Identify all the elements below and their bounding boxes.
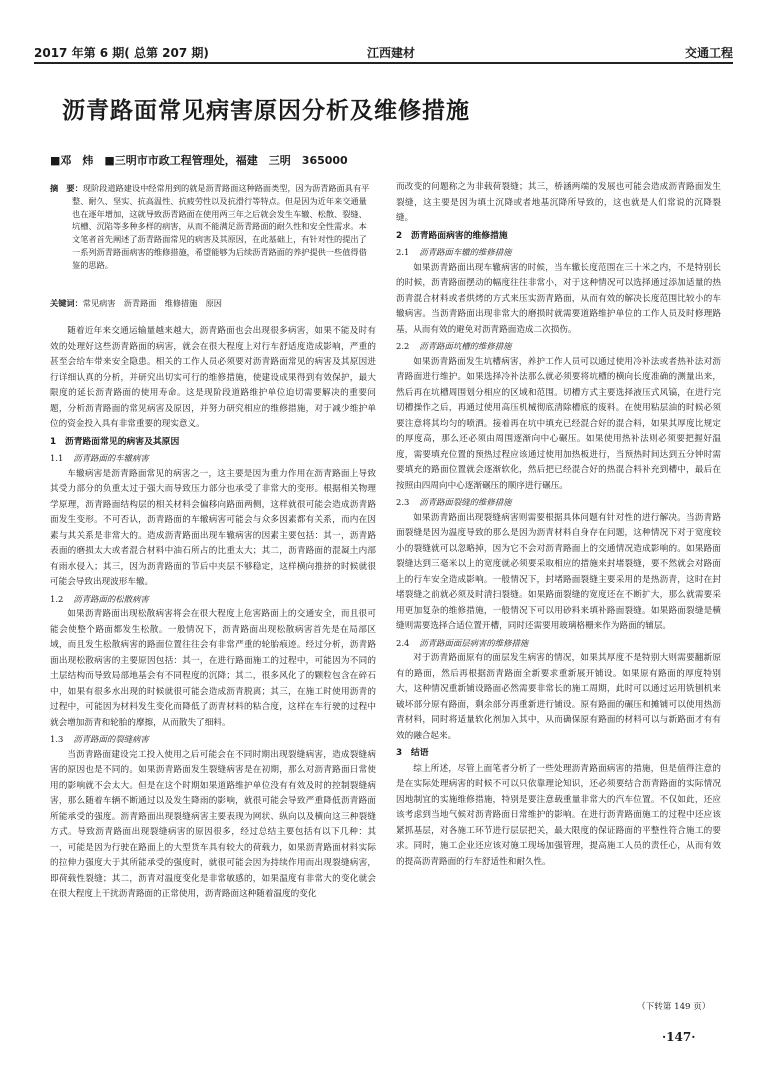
subsection-number: 1.2 [50,593,64,604]
subsection-heading [50,732,376,748]
subsection-title: 沥青路面坑槽的维修措施 [419,341,512,351]
body-paragraph: 综上所述，尽管上面笔者分析了一些处理沥青路面病害的措施，但是值得注意的是在实际处理病害的时候不可以只依靠理论知识，还必须要结合沥青路面的实际情况因地制宜的实施维修措施，特别是要注意载重量非常大的汽车位置。不仅如此，还应该考虑到当地气候对沥青路面日常维护的影响。在进行沥青路面施工的过程中还应该紧抓基层，对各施工环节进行层层把关，最大限度的保证路面的平整性符合施工的要求。同时，施工企业还应该对施工现场加强管理，提高施工人员的责任心，从而有效的提高沥青路面的行车舒适性和耐久性。 [396,763,721,867]
author-byline: ■邓 炜 ■三明市市政工程管理处，福建 三明 365000 [50,154,348,167]
left-column [50,324,376,903]
body-paragraph: 如果沥青路面出现裂缝病害则需要根据具体问题有针对性的进行解决。当沥青路面裂缝是因为温度导致的那么是因为沥青材料自身存在问题，这种情况下对于宽度较小的裂缝就可以忽略掉，因为它不会对沥青路面上的交通情况造成影响的。如果路面裂缝达到三毫米以上的宽度就必须要采取相应的措施来封堵裂缝，要不然就会对路面上的行车安全造成影响。一般情况下，封堵路面裂缝主要采用的是热沥青，这时在封堵裂缝之前就必须及时清扫裂缝。如果路面裂缝的宽度还在不断扩大，那么就需要采用更加复杂的维修措施，一般情况下可以用砂料来填补路面裂缝。如果路面裂缝是横缝则需要选择合适位置开槽，同时还需要用玻璃格栅来作为路面的辅层。 [396,512,721,631]
subsection-heading [396,495,721,511]
subsection-heading [50,592,376,608]
abstract-text: 现阶段道路建设中经常用到的就是沥青路面这种路面类型，因为沥青路面具有平整、耐久、坚实、抗高温性、抗疲劳性以及抗滑行等特点。但是因为近年来交通量也在逐年增加，这就导致沥青路面在使用两三年之后就会发生车辙、松散、裂缝、坑槽、沉陷等多种多样的病害，从而不能满足沥青路面的耐久性和安全性需求。本文笔者首先阐述了沥青路面常见的病害及其原因，在此基础上，有针对性的提出了一系列沥青路面病害的维修措施，希望能够为后续沥青路面的养护提供一些值得借鉴的思路。 [72,183,370,270]
body-paragraph: 如果沥青路面出现车辙病害的时候，当车辙长度范围在三十米之内，不是特别长的时候，沥青路面摆动的幅度往往非常小，对于这种情况可以选择通过添加适量的热沥青混合材料或者烘烤的方式来压实沥青路面，从而有效的解决长度范围比较小的车辙病害。当沥青路面出现非常大的磨损时就需要道路维护单位的工作人员及时修理路基，从而有效的避免对沥青路面造成二次损伤。 [396,262,721,335]
subsection-heading [396,245,721,261]
subsection-title: 沥青路面的松散病害 [73,593,149,604]
continued-note: （下转第 149 页） [637,1002,711,1012]
article-title: 沥青路面常见病害原因分析及维修措施 [62,98,470,124]
body-paragraph: 如果沥青路面发生坑槽病害，养护工作人员可以通过使用冷补法或者热补法对沥青路面进行维护。如果选择冷补法那么就必须要将坑槽的横向长度准确的测量出来，然后再在坑槽周围划分相应的区域和范围。切槽方式主要选择液压式风镐，在进行完切槽操作之后，再通过使用高压机械彻底清除槽底的废料。在使用粘层油的时候必须要注意将其均匀的喷洒。接着再在坑中填充已经混合好的混合料，如果其厚度比规定的厚度高，那么还必须由周围逐渐向中心碾压。如果使用热补法则必须要把握好温度，需要填充位置的预热过程应该通过使用加热板进行，当预热时间达到五分钟时需要填充的路面位置就会逐渐软化，然后把已经混合好的热混合料补充到槽中，最后在按照由四周向中心逐渐碾压的顺序进行碾压。 [396,356,721,491]
subsection-heading [396,636,721,652]
subsection-title: 沥青路面的裂缝病害 [73,734,149,744]
keywords-label: 关键词： [50,298,83,308]
body-paragraph: 对于沥青路面原有的面层发生病害的情况，如果其厚度不是特别大则需要翻新原有的路面，然后再根据沥青路面全新要求重新展开铺设。如果原有路面的厚度特别大，这种情况重新铺设路面必然需要非常长的施工周期，此时可以通过运用铣刨机来破坏部分原有路面，剩余部分再重新进行铺设。原有路面的碾压和摊铺可以使用热沥青材料，同时将适量软化剂加入其中，从而确保原有路面的材料可以与新路面才有有效的融合起来。 [396,653,721,741]
body-paragraph: 如果沥青路面出现松散病害将会在很大程度上危害路面上的交通安全，而且很可能会使整个路面都发生松散。一般情况下，沥青路面出现松散病害首先是在局部区域，而且发生松散病害的路面位置往往会有非常严重的轮胎痕迹。经过分析，沥青路面出现松散病害的主要原因包括：其一，在进行路面施工的过程中，可能因为不同的土层结构而导致局部地基会有不同程度的沉降；其二，很多风化了的颗粒包含在碎石中，如果有很多水出现的时候就很可能会造成沥青脱离；其三，在施工时使用沥青的过程中，可能因为材料发生变化而降低了沥青材料的粘合度，这样在车行驶的过程中就会增加沥青和轮胎的摩擦，从而散失了细料。 [50,609,376,728]
body-paragraph: 当沥青路面建设完工投入使用之后可能会在不同时期出现裂缝病害，造成裂缝病害的原因也是不同的。如果沥青路面发生裂缝病害是在初期，那么对沥青路面日常使用的影响就不会太大。但是在这个时期如果道路维护单位没有有效及时的控制裂缝病害，那么随着车辆不断通过以及发生降雨的影响，就很可能会导致严重降低沥青路面所能承受的强度。沥青路面出现裂缝病害主要表现为网状、纵向以及横向这三种裂缝方式。导致沥青路面出现裂缝病害的原因很多，经过总结主要包括有以下几种：其一，可能是因为行驶在路面上的大型货车具有较大的荷载力，如果沥青路面材料实际的拉伸力强度大于其所能承受的强度时，就很可能会因为持续作用而出现裂缝病害，即荷载性裂缝；其二，沥青对温度变化是非常敏感的，如果温度有非常大的变化就会在很大程度上干扰沥青路面的正常使用，沥青路面这种随着温度的变化 [50,749,376,899]
page-number: ·147· [662,1030,696,1044]
body-paragraph: 而改变的问题称之为非载荷裂缝；其三，桥涵两端的发展也可能会造成沥青路面发生裂缝，这主要是因为填土沉降或者地基沉降所导致的，这也就是人们常说的沉降裂缝。 [396,182,721,223]
body-paragraph: 随着近年来交通运输量越来越大，沥青路面也会出现很多病害，如果不能及时有效的处理好这些沥青路面的病害，就会在很大程度上对行车舒适度造成影响，严重的甚至会给车带来安全隐患。相关的工作人员必须要对沥青路面常见的病害及其原因进行详细认真的分析，并研究出切实可行的维修措施，使建设成果得到有效保护，最大限度的延长沥青路面的使用寿命。这是现阶段道路维护单位迫切需要解决的重要问题，分析沥青路面的常见病害及原因，并努力研究相应的维修措施，对于减少维护单位的资金投入具有非常重要的现实意义。 [50,326,376,429]
abstract-label: 摘 要： [50,183,83,193]
subsection-title: 沥青路面车辙的维修措施 [419,247,512,257]
body-paragraph: 车辙病害是沥青路面常见的病害之一，这主要是因为重力作用在沥青路面上导致其受力部分的负重太过于强大而导致压力部分也承受了非常大的变形。根据相关物理学原理，沥青路面结构层的相关材料会偏移向路面两侧，这样就很可能会造成沥青路面发生变形。不可否认，沥青路面的车辙病害可能会与众多因素都有关系，而内在因素与其关系是非常大的。造成沥青路面出现车辙病害的因素主要包括：其一，沥青路表面的磨损太大或者混合材料中油石所占的比重太大；其二，沥青路面的混凝土内部有雨水侵入；其三，因为沥青路面的节后中夹层不够稳定，这样横向推挤的时候就很可能会导致出现波形车辙。 [50,468,376,587]
subsection-number: 2.3 [396,497,410,507]
subsection-title: 沥青路面的车辙病害 [73,453,149,463]
section-name: 交通工程 [684,46,733,60]
subsection-title: 沥青路面裂缝的维修措施 [419,497,512,507]
subsection-number: 2.1 [396,247,410,257]
keywords-text: 常见病害 沥青路面 维修措施 原因 [82,298,222,308]
header-rule [34,62,733,64]
section-heading: 1 沥青路面常见的病害及其原因 [50,436,180,447]
abstract-paragraph [50,182,372,272]
section-heading: 2 沥青路面病害的维修措施 [396,230,508,241]
subsection-number: 2.2 [396,341,410,351]
subsection-number: 1.3 [50,734,64,744]
right-column [396,180,721,870]
subsection-title: 沥青路面面层病害的维修措施 [419,637,529,648]
issue-info: 2017 年第 6 期( 总第 207 期) [34,46,209,60]
subsection-heading [396,339,721,355]
running-header [34,42,733,60]
keywords [50,298,222,309]
subsection-number: 2.4 [396,637,410,648]
abstract [50,182,372,272]
subsection-heading [50,451,376,467]
subsection-number: 1.1 [50,453,64,463]
section-heading: 3 结语 [396,748,429,758]
journal-name: 江西建材 [367,46,416,60]
